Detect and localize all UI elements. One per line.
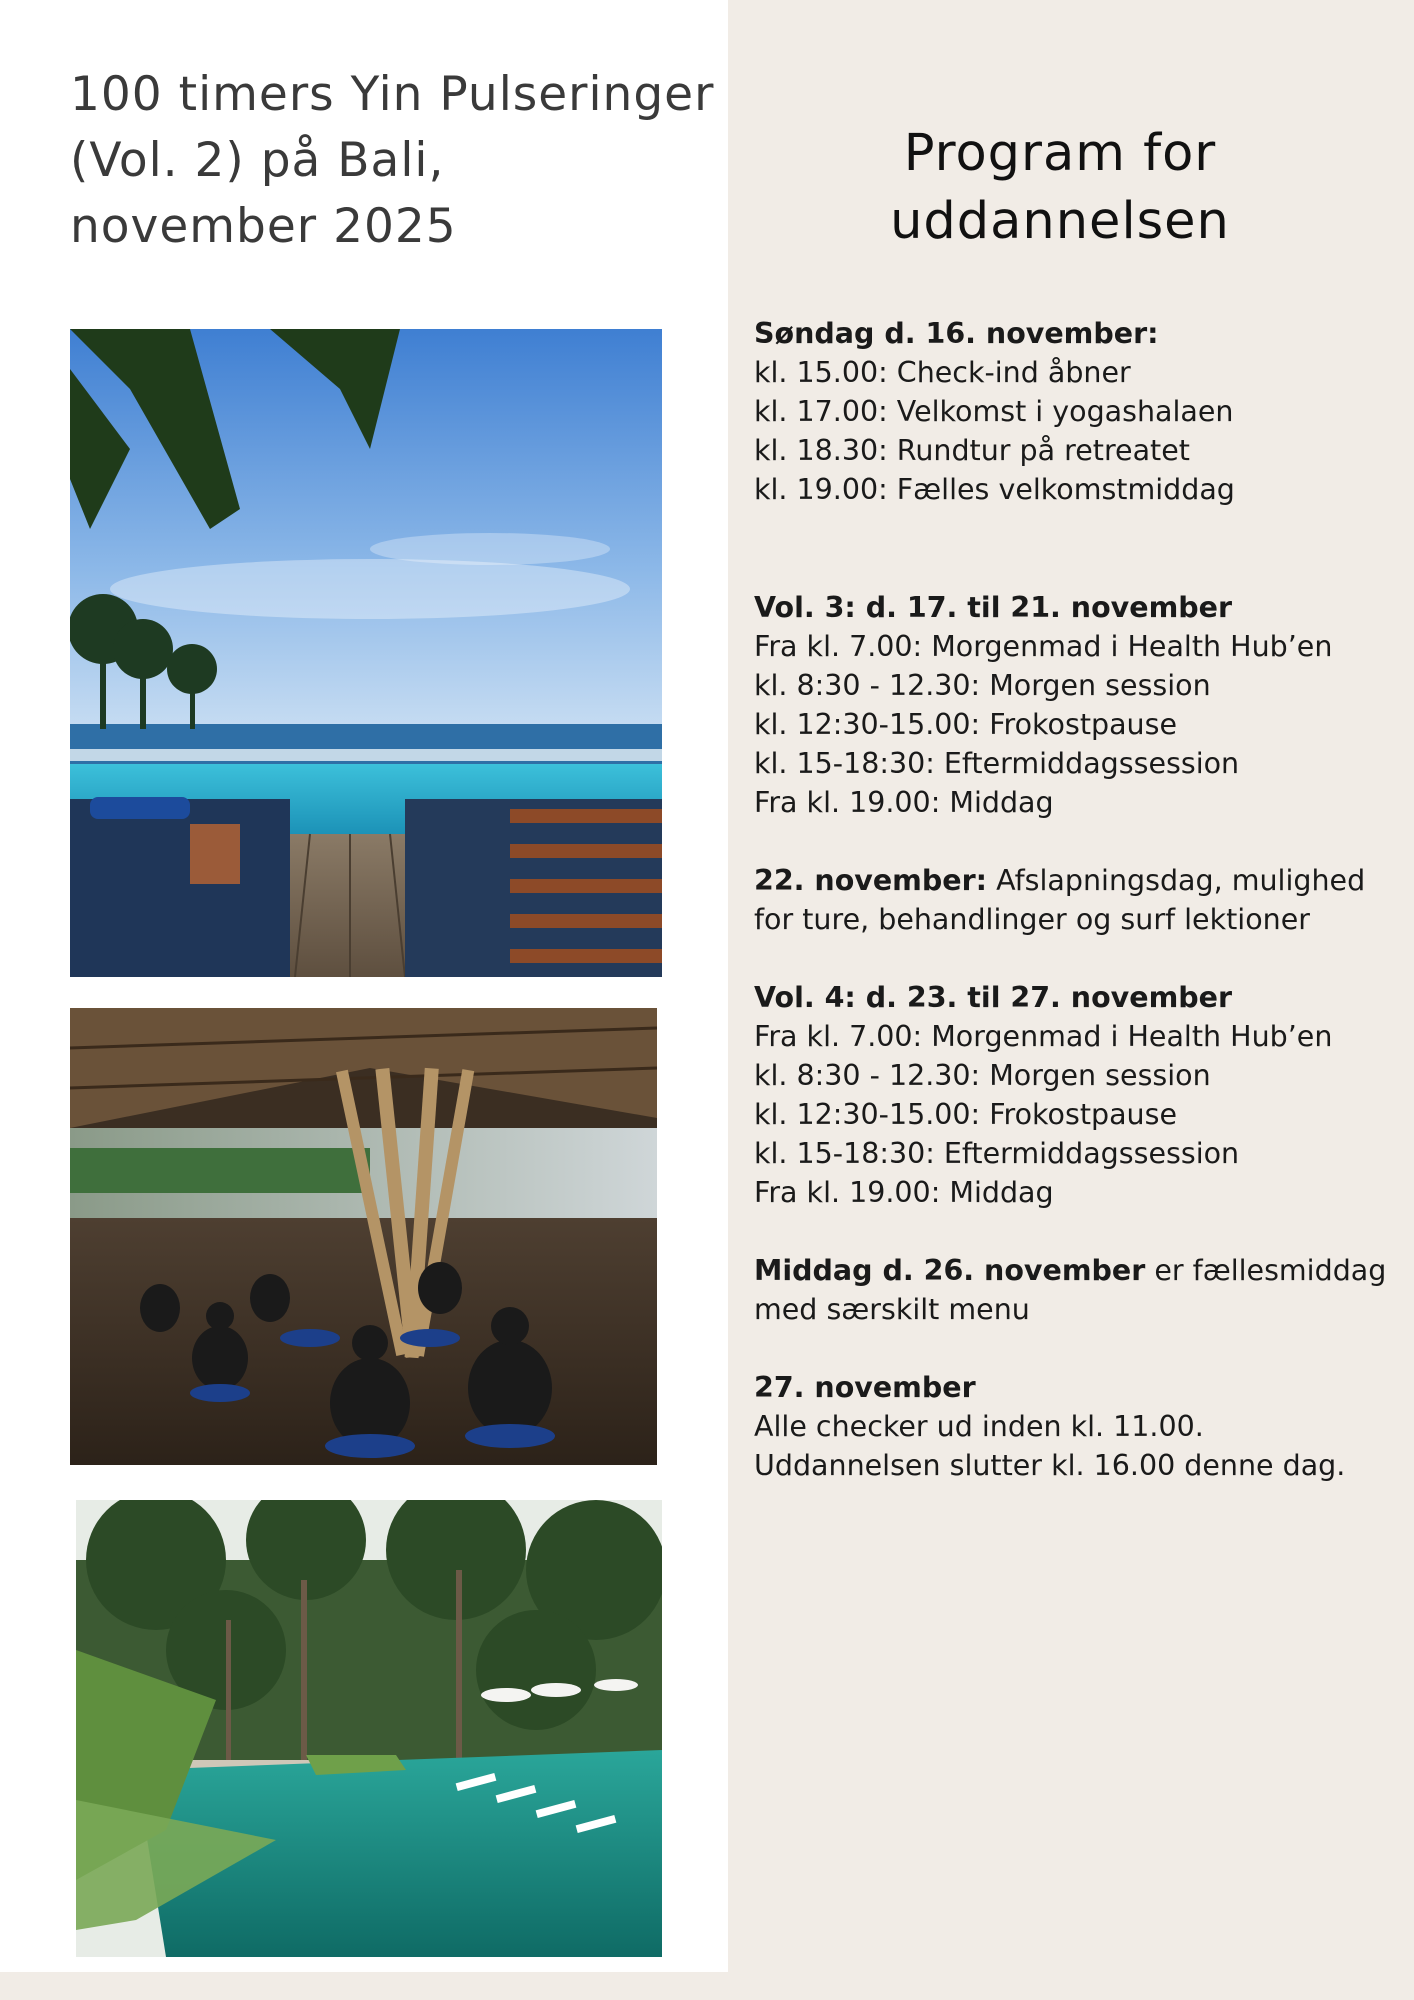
schedule-line: Fra kl. 7.00: Morgenmad i Health Hub’en bbox=[754, 1020, 1333, 1053]
ocean-infinity-pool-photo bbox=[70, 329, 662, 977]
schedule-line: kl. 15.00: Check-ind åbner bbox=[754, 356, 1131, 389]
schedule-checkout bbox=[754, 1368, 1394, 1485]
schedule-line: kl. 15-18:30: Eftermiddagssession bbox=[754, 1137, 1240, 1170]
schedule-line: med særskilt menu bbox=[754, 1293, 1030, 1326]
schedule-line: kl. 18.30: Rundtur på retreatet bbox=[754, 434, 1190, 467]
schedule-line: Fra kl. 19.00: Middag bbox=[754, 786, 1054, 819]
schedule-heading: Middag d. 26. november bbox=[754, 1254, 1146, 1287]
schedule-line: Fra kl. 19.00: Middag bbox=[754, 1176, 1054, 1209]
schedule-line: kl. 19.00: Fælles velkomstmiddag bbox=[754, 473, 1235, 506]
schedule-restday bbox=[754, 861, 1394, 939]
schedule-dinner bbox=[754, 1251, 1394, 1329]
title-line-3: november 2025 bbox=[70, 199, 457, 254]
bottom-strip bbox=[0, 1972, 728, 2000]
document-title bbox=[70, 62, 720, 260]
schedule-text: er fællesmiddag bbox=[1145, 1254, 1387, 1287]
schedule-heading: Vol. 3: d. 17. til 21. november bbox=[754, 591, 1233, 624]
schedule-line: kl. 8:30 - 12.30: Morgen session bbox=[754, 669, 1211, 702]
program-title-line-2: uddannelsen bbox=[890, 192, 1230, 251]
tropical-garden-pool-photo bbox=[76, 1500, 662, 1957]
title-line-1: 100 timers Yin Pulseringer bbox=[70, 67, 715, 122]
schedule-line: Uddannelsen slutter kl. 16.00 denne dag. bbox=[754, 1449, 1346, 1482]
title-line-2: (Vol. 2) på Bali, bbox=[70, 133, 445, 188]
schedule-heading: 22. november: bbox=[754, 864, 988, 897]
schedule-vol3 bbox=[754, 588, 1394, 822]
schedule-vol4 bbox=[754, 978, 1394, 1212]
beach-yoga-shala-photo bbox=[70, 1008, 657, 1465]
schedule-text: Afslapningsdag, mulighed bbox=[987, 864, 1366, 897]
schedule-heading: Søndag d. 16. november: bbox=[754, 317, 1159, 350]
schedule-sunday bbox=[754, 314, 1394, 509]
schedule-line: kl. 17.00: Velkomst i yogashalaen bbox=[754, 395, 1234, 428]
schedule-heading: Vol. 4: d. 23. til 27. november bbox=[754, 981, 1233, 1014]
schedule-line: kl. 8:30 - 12.30: Morgen session bbox=[754, 1059, 1211, 1092]
schedule-line: kl. 12:30-15.00: Frokostpause bbox=[754, 708, 1178, 741]
schedule bbox=[754, 314, 1394, 1485]
schedule-line: kl. 12:30-15.00: Frokostpause bbox=[754, 1098, 1178, 1131]
schedule-line: kl. 15-18:30: Eftermiddagssession bbox=[754, 747, 1240, 780]
schedule-line: Fra kl. 7.00: Morgenmad i Health Hub’en bbox=[754, 630, 1333, 663]
schedule-line: for ture, behandlinger og surf lektioner bbox=[754, 903, 1310, 936]
schedule-heading: 27. november bbox=[754, 1371, 976, 1404]
program-title-line-1: Program for bbox=[903, 124, 1217, 183]
program-title bbox=[740, 120, 1380, 256]
schedule-line: Alle checker ud inden kl. 11.00. bbox=[754, 1410, 1204, 1443]
